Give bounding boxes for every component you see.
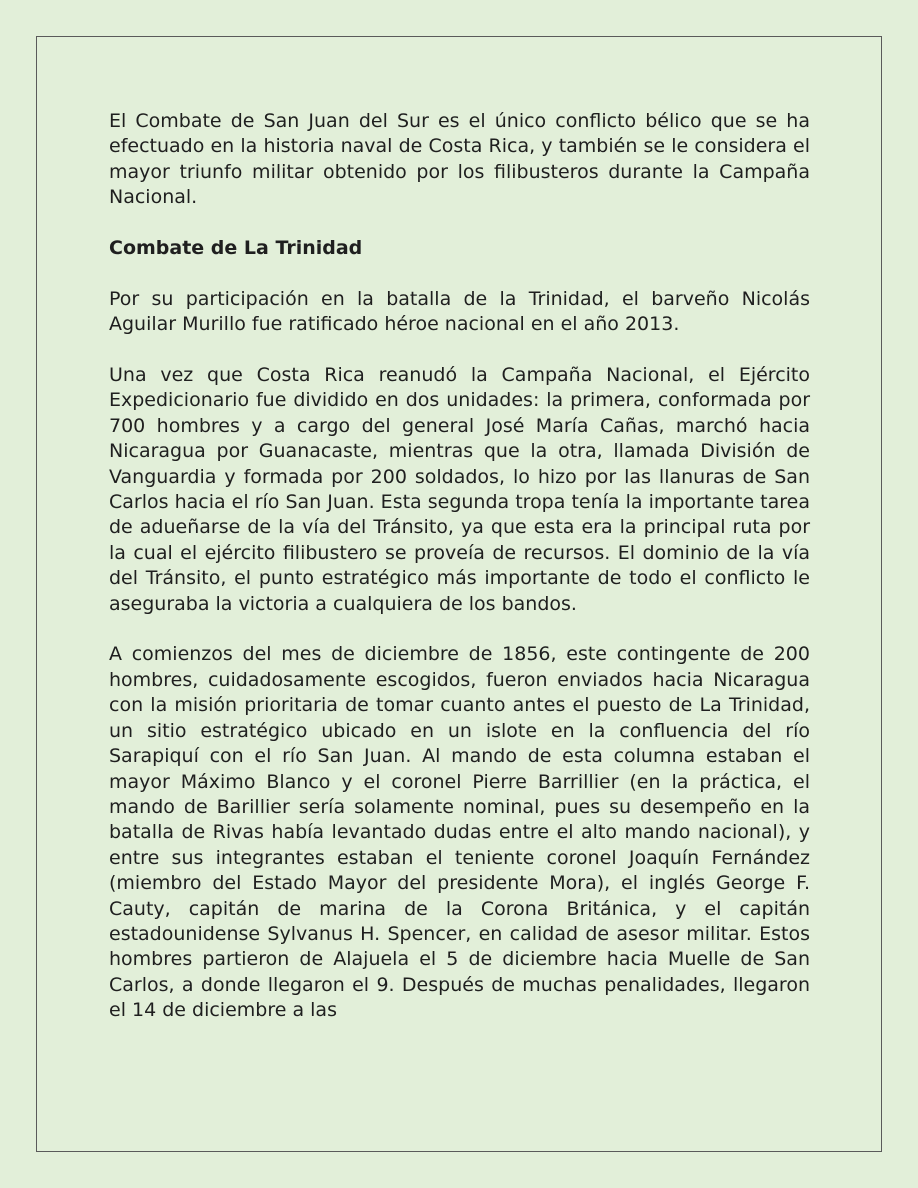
paragraph-december: A comienzos del mes de diciembre de 1856, este contingente de 200 hombres, cuidadosamente escogidos, fueron enviados hacia Nicaragua con la misión prioritaria de tomar cuanto antes el puesto de La Trinidad, un sitio estratégico ubicado en un islote en la confluencia del río Sarapiquí con el río San Juan. Al mando de esta columna estaban el mayor Máximo Blanco y el coronel Pierre Barrillier (en la práctica, el mando de Barillier sería solamente nominal, pues su desempeño en la batalla de Rivas había levantado dudas entre el alto mando nacional), y entre sus integrantes estaban el teniente coronel Joaquín Fernández (miembro del Estado Mayor del presidente Mora), el inglés George F. Cauty, capitán de marina de la Corona Británica, y el capitán estadounidense Sylvanus H. Spencer, en calidad de asesor militar. Estos hombres partieron de Alajuela el 5 de diciembre hacia Muelle de San Carlos, a donde llegaron el 9. Después de muchas penalidades, llegaron el 14 de diciembre a las — [109, 643, 810, 1022]
document-body — [109, 109, 810, 1049]
section-heading: Combate de La Trinidad — [109, 237, 363, 260]
paragraph-expedition: Una vez que Costa Rica reanudó la Campaña Nacional, el Ejército Expedicionario fue dividido en dos unidades: la primera, conformada por 700 hombres y a cargo del general José María Cañas, marchó hacia Nicaragua por Guanacaste, mientras que la otra, llamada División de Vanguardia y formada por 200 soldados, lo hizo por las llanuras de San Carlos hacia el río San Juan. Esta segunda tropa tenía la importante tarea de adueñarse de la vía del Tránsito, ya que esta era la principal ruta por la cual el ejército filibustero se proveía de recursos. El dominio de la vía del Tránsito, el punto estratégico más importante de todo el conflicto le aseguraba la victoria a cualquiera de los bandos. — [109, 364, 810, 615]
paragraph-hero: Por su participación en la batalla de la Trinidad, el barveño Nicolás Aguilar Murillo fue ratificado héroe nacional en el año 2013. — [109, 287, 810, 336]
paragraph-naval-combat: El Combate de San Juan del Sur es el único conflicto bélico que se ha efectuado en la historia naval de Costa Rica, y también se le considera el mayor triunfo militar obtenido por los filibusteros durante la Campaña Nacional. — [109, 110, 810, 209]
